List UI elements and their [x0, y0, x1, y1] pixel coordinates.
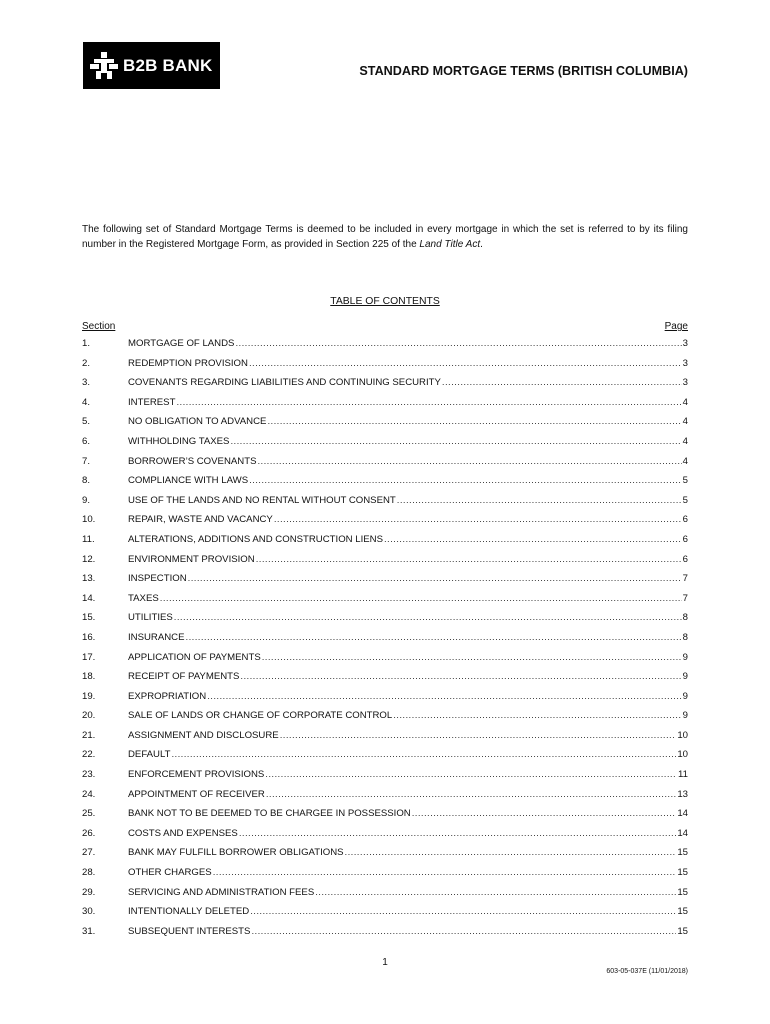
toc-row — [82, 887, 688, 907]
toc-page-number: 13 — [677, 788, 688, 800]
toc-row — [82, 358, 688, 378]
toc-dot-leader — [174, 612, 682, 623]
toc-dot-leader — [384, 534, 682, 545]
toc-dot-leader — [257, 456, 681, 467]
intro-text: The following set of Standard Mortgage Terms is deemed to be included in every mortgage in which the set is referred to by its filing number in the Registered Mortgage Form, as provided in Section 225 of the — [82, 224, 688, 250]
toc-section-number: 17. — [82, 651, 96, 663]
toc-page-number: 3 — [682, 377, 688, 389]
toc-page-number: 9 — [682, 690, 688, 702]
intro-act-name: Land Title Act — [419, 239, 481, 250]
toc-row — [82, 514, 688, 534]
toc-dot-leader — [188, 573, 682, 584]
toc-section-number: 12. — [82, 553, 96, 565]
toc-section-number: 1. — [82, 338, 91, 349]
toc-section-number: 19. — [82, 690, 96, 702]
toc-row — [82, 867, 688, 887]
toc-row — [82, 808, 688, 828]
toc-row — [82, 789, 688, 809]
toc-section-title: ALTERATIONS, ADDITIONS AND CONSTRUCTION LIENS — [128, 533, 383, 545]
toc-dot-leader — [256, 554, 682, 565]
toc-row — [82, 456, 688, 476]
toc-section-title: NO OBLIGATION TO ADVANCE — [128, 416, 267, 428]
toc-section-title: DEFAULT — [128, 749, 171, 761]
document-title: STANDARD MORTGAGE TERMS (BRITISH COLUMBIA) — [359, 64, 688, 78]
toc-section-title: INSURANCE — [128, 631, 185, 643]
toc-section-title: REDEMPTION PROVISION — [128, 357, 248, 369]
b2b-cross-logo-icon — [89, 51, 119, 81]
toc-page-number: 6 — [682, 553, 688, 565]
toc-section-number: 6. — [82, 435, 91, 447]
toc-row — [82, 475, 688, 495]
toc-section-number: 27. — [82, 847, 96, 859]
toc-page-number: 6 — [682, 514, 688, 526]
toc-section-number: 21. — [82, 729, 96, 741]
toc-section-number: 4. — [82, 396, 91, 408]
toc-row — [82, 926, 688, 946]
toc-page-number: 5 — [682, 494, 688, 506]
toc-row — [82, 377, 688, 397]
toc-section-number: 16. — [82, 631, 96, 643]
toc-section-title: EXPROPRIATION — [128, 690, 207, 702]
toc-dot-leader — [267, 416, 681, 427]
toc-row — [82, 573, 688, 593]
toc-page-number: 9 — [682, 671, 688, 683]
toc-page-number: 6 — [682, 533, 688, 545]
toc-section-number: 13. — [82, 573, 96, 585]
toc-dot-leader — [249, 358, 682, 369]
toc-row — [82, 397, 688, 417]
toc-section-title: SALE OF LANDS OR CHANGE OF CORPORATE CONTROL — [128, 710, 393, 722]
toc-page-number: 3 — [682, 338, 688, 349]
toc-section-title: COMPLIANCE WITH LAWS — [128, 475, 249, 487]
toc-section-number: 18. — [82, 671, 96, 683]
toc-dot-leader — [207, 691, 681, 702]
toc-page-number: 15 — [677, 867, 688, 879]
toc-dot-leader — [412, 808, 677, 819]
toc-row — [82, 847, 688, 867]
toc-section-number: 2. — [82, 357, 91, 369]
toc-section-title: COVENANTS REGARDING LIABILITIES AND CONTINUING SECURITY — [128, 377, 441, 389]
toc-section-number: 14. — [82, 592, 96, 604]
toc-dot-leader — [235, 338, 681, 349]
toc-dot-leader — [239, 828, 677, 839]
toc-dot-leader — [230, 436, 681, 447]
toc-section-number: 28. — [82, 867, 96, 879]
toc-section-title: INSPECTION — [128, 573, 187, 585]
toc-row — [82, 495, 688, 515]
toc-section-number: 30. — [82, 906, 96, 918]
toc-page-number: 4 — [682, 396, 688, 408]
toc-page-number: 14 — [677, 827, 688, 839]
toc-dot-leader — [393, 710, 681, 721]
bank-logo — [83, 42, 220, 89]
toc-page-number: 3 — [682, 357, 688, 369]
logo-text: B2B BANK — [123, 55, 213, 75]
toc-section-number: 7. — [82, 455, 91, 467]
toc-heading: TABLE OF CONTENTS — [330, 296, 440, 307]
toc-page-number: 15 — [677, 906, 688, 918]
toc-section-number: 9. — [82, 494, 91, 506]
toc-page-number: 9 — [682, 651, 688, 663]
toc-section-title: REPAIR, WASTE AND VACANCY — [128, 514, 273, 526]
toc-row — [82, 436, 688, 456]
toc-section-number: 26. — [82, 827, 96, 839]
toc-section-title: TAXES — [128, 592, 159, 604]
toc-dot-leader — [274, 514, 682, 525]
toc-dot-leader — [251, 926, 676, 937]
toc-dot-leader — [213, 867, 677, 878]
toc-page-number: 7 — [682, 573, 688, 585]
footer-page-number: 1 — [382, 957, 388, 968]
toc-section-title: UTILITIES — [128, 612, 173, 624]
toc-section-number: 22. — [82, 749, 96, 761]
toc-row — [82, 769, 688, 789]
footer-form-code: 603-05-037E (11/01/2018) — [606, 968, 688, 975]
toc-page-number: 15 — [677, 925, 688, 937]
toc-page-number: 11 — [678, 769, 688, 781]
toc-section-title: USE OF THE LANDS AND NO RENTAL WITHOUT CONSENT — [128, 494, 396, 506]
intro-end: . — [480, 239, 483, 250]
toc-section-number: 15. — [82, 612, 96, 624]
toc-section-label: Section — [82, 321, 116, 332]
toc-row — [82, 828, 688, 848]
toc-row — [82, 749, 688, 769]
toc-section-title: MORTGAGE OF LANDS — [128, 338, 235, 349]
intro-paragraph — [82, 222, 688, 252]
toc-dot-leader — [262, 652, 682, 663]
toc-section-title: APPLICATION OF PAYMENTS — [128, 651, 261, 663]
toc-section-number: 24. — [82, 788, 96, 800]
toc-section-title: ENFORCEMENT PROVISIONS — [128, 769, 265, 781]
toc-page-number: 4 — [682, 435, 688, 447]
toc-section-title: BANK MAY FULFILL BORROWER OBLIGATIONS — [128, 847, 344, 859]
toc-section-title: SUBSEQUENT INTERESTS — [128, 925, 251, 937]
toc-section-title: BANK NOT TO BE DEEMED TO BE CHARGEE IN POSSESSION — [128, 808, 411, 820]
toc-row — [82, 416, 688, 436]
toc-section-number: 29. — [82, 886, 96, 898]
toc-section-number: 25. — [82, 808, 96, 820]
toc-page-number: 10 — [677, 729, 688, 741]
toc-page-number: 4 — [682, 416, 688, 428]
toc-section-title: COSTS AND EXPENSES — [128, 827, 238, 839]
toc-section-number: 11. — [82, 533, 95, 545]
toc-page-number: 4 — [682, 455, 688, 467]
toc-page-number: 8 — [682, 631, 688, 643]
toc-dot-leader — [249, 475, 682, 486]
toc-row — [82, 593, 688, 613]
toc-section-number: 31. — [82, 925, 96, 937]
toc-section-title: INTEREST — [128, 396, 176, 408]
toc-dot-leader — [160, 593, 682, 604]
toc-dot-leader — [171, 749, 676, 760]
toc-dot-leader — [397, 495, 682, 506]
toc-section-number: 3. — [82, 377, 91, 389]
toc-page-number: 15 — [677, 886, 688, 898]
toc-row — [82, 652, 688, 672]
toc-section-title: RECEIPT OF PAYMENTS — [128, 671, 240, 683]
toc-section-title: SERVICING AND ADMINISTRATION FEES — [128, 886, 315, 898]
toc-page-number: 7 — [682, 592, 688, 604]
toc-dot-leader — [250, 906, 676, 917]
toc-section-number: 10. — [82, 514, 96, 526]
toc-page-number: 14 — [677, 808, 688, 820]
toc-dot-leader — [266, 789, 677, 800]
toc-page-number: 15 — [677, 847, 688, 859]
toc-page-number: 8 — [682, 612, 688, 624]
toc-row — [82, 534, 688, 554]
toc-dot-leader — [280, 730, 677, 741]
toc-section-title: ENVIRONMENT PROVISION — [128, 553, 255, 565]
toc-section-title: INTENTIONALLY DELETED — [128, 906, 250, 918]
toc-page-number: 9 — [682, 710, 688, 722]
toc-row — [82, 730, 688, 750]
toc-section-number: 5. — [82, 416, 91, 428]
toc-row — [82, 671, 688, 691]
toc-page-number: 10 — [677, 749, 688, 761]
toc-dot-leader — [265, 769, 677, 780]
toc-row — [82, 554, 688, 574]
toc-section-title: OTHER CHARGES — [128, 867, 212, 879]
toc-dot-leader — [345, 847, 677, 858]
toc-page-label: Page — [664, 321, 688, 332]
toc-row — [82, 612, 688, 632]
toc-row — [82, 691, 688, 711]
toc-dot-leader — [442, 377, 682, 388]
toc-dot-leader — [240, 671, 681, 682]
toc-row — [82, 632, 688, 652]
toc-page-number: 5 — [682, 475, 688, 487]
toc-row — [82, 906, 688, 926]
toc-section-title: APPOINTMENT OF RECEIVER — [128, 788, 265, 800]
toc-row — [82, 710, 688, 730]
toc-section-number: 20. — [82, 710, 96, 722]
toc-section-number: 23. — [82, 769, 96, 781]
toc-dot-leader — [176, 397, 681, 408]
toc-section-title: ASSIGNMENT AND DISCLOSURE — [128, 729, 279, 741]
toc-section-title: WITHHOLDING TAXES — [128, 435, 230, 447]
toc-section-title: BORROWER’S COVENANTS — [128, 455, 257, 467]
table-of-contents — [82, 338, 688, 945]
toc-dot-leader — [315, 887, 676, 898]
toc-dot-leader — [186, 632, 682, 643]
toc-section-number: 8. — [82, 475, 91, 487]
toc-row — [82, 338, 688, 358]
